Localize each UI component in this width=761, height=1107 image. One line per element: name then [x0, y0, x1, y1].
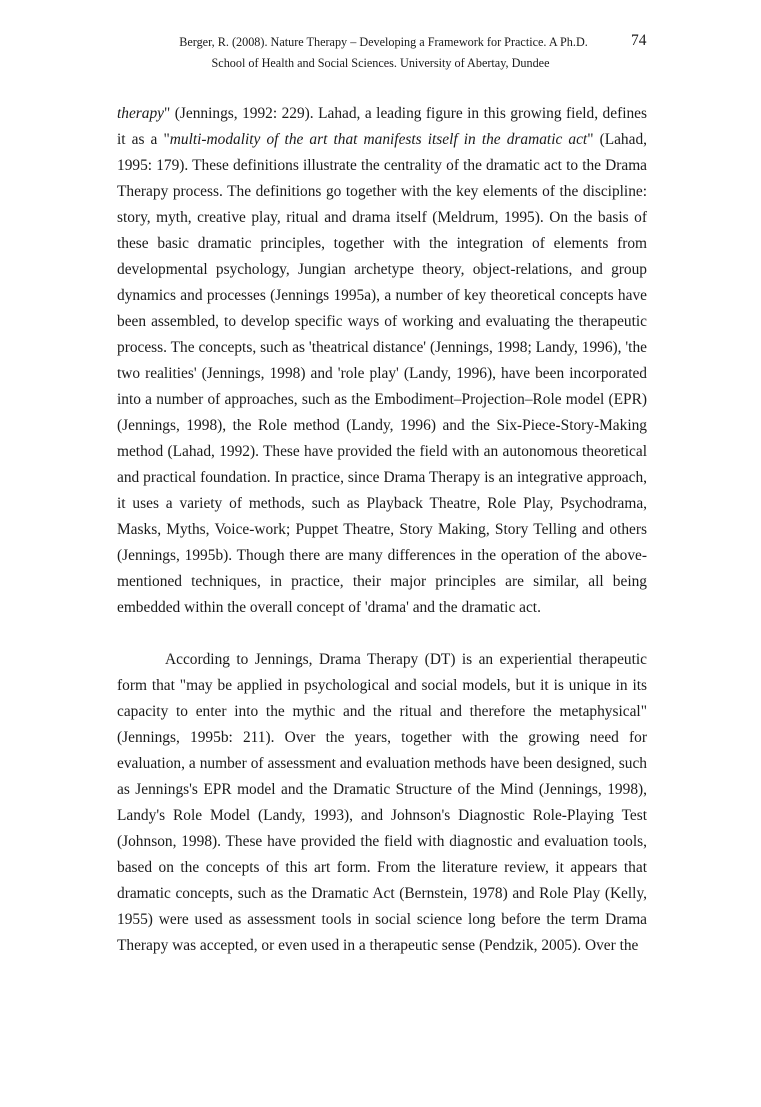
- italic-quote-lahad: multi-modality of the art that manifests itself in the dramatic act: [169, 131, 588, 148]
- header-citation-line-2: School of Health and Social Sciences. University of Abertay, Dundee: [211, 56, 550, 70]
- paragraph-1: [117, 101, 647, 621]
- running-header: [0, 34, 761, 78]
- paragraph-2: According to Jennings, Drama Therapy (DT) is an experiential therapeutic form that "may be applied in psychological and social models, but it is unique in its capacity to enter into the mythic and the ritual and therefore the metaphysical" (Jennings, 1995b: 211). Over the years, together with the growing need for evaluation, a number of assessment and evaluation methods have been designed, such as Jennings's EPR model and the Dramatic Structure of the Mind (Jennings, 1998), Landy's Role Model (Landy, 1993), and Johnson's Diagnostic Role-Playing Test (Johnson, 1998). These have provided the field with diagnostic and evaluation tools, based on the concepts of this art form. From the literature review, it appears that dramatic concepts, such as the Dramatic Act (Bernstein, 1978) and Role Play (Kelly, 1955) were used as assessment tools in social science long before the term Drama Therapy was accepted, or even used in a therapeutic sense (Pendzik, 2005). Over the: [117, 651, 647, 954]
- page-number: 74: [631, 32, 647, 49]
- italic-term-therapy: therapy: [117, 105, 165, 122]
- paragraph-1-text-a: " (Jennings, 1992: 229). Lahad, a leading figure in this growing field, defines it as a ": [117, 105, 647, 148]
- body-text: [117, 101, 647, 959]
- paragraph-1-text-b: " (Lahad, 1995: 179). These definitions illustrate the centrality of the dramatic act to the Drama Therapy process. The definitions go together with the key elements of the discipline: story, myth, creative play, ritual and drama itself (Meldrum, 1995). On the basis of these basic dramatic principles, together with the integration of elements from developmental psychology, Jungian archetype theory, object-relations, and group dynamics and processes (Jennings 1995a), a number of key theoretical concepts have been assembled, to develop specific ways of working and evaluating the therapeutic process. The concepts, such as 'theatrical distance' (Jennings, 1998; Landy, 1996), 'the two realities' (Jennings, 1998) and 'role play' (Landy, 1996), have been incorporated into a number of approaches, such as the Embodiment–Projection–Role model (EPR) (Jennings, 1998), the Role method (Landy, 1996) and the Six-Piece-Story-Making method (Lahad, 1992). These have provided the field with an autonomous theoretical and practical foundation. In practice, since Drama Therapy is an integrative approach, it uses a variety of methods, such as Playback Theatre, Role Play, Psychodrama, Masks, Myths, Voice-work; Puppet Theatre, Story Making, Story Telling and others (Jennings, 1995b). Though there are many differences in the operation of the above-mentioned techniques, in practice, their major principles are similar, all being embedded within the overall concept of 'drama' and the dramatic act.: [117, 131, 648, 616]
- header-citation-line-1: Berger, R. (2008). Nature Therapy – Developing a Framework for Practice. A Ph.D.: [179, 35, 588, 49]
